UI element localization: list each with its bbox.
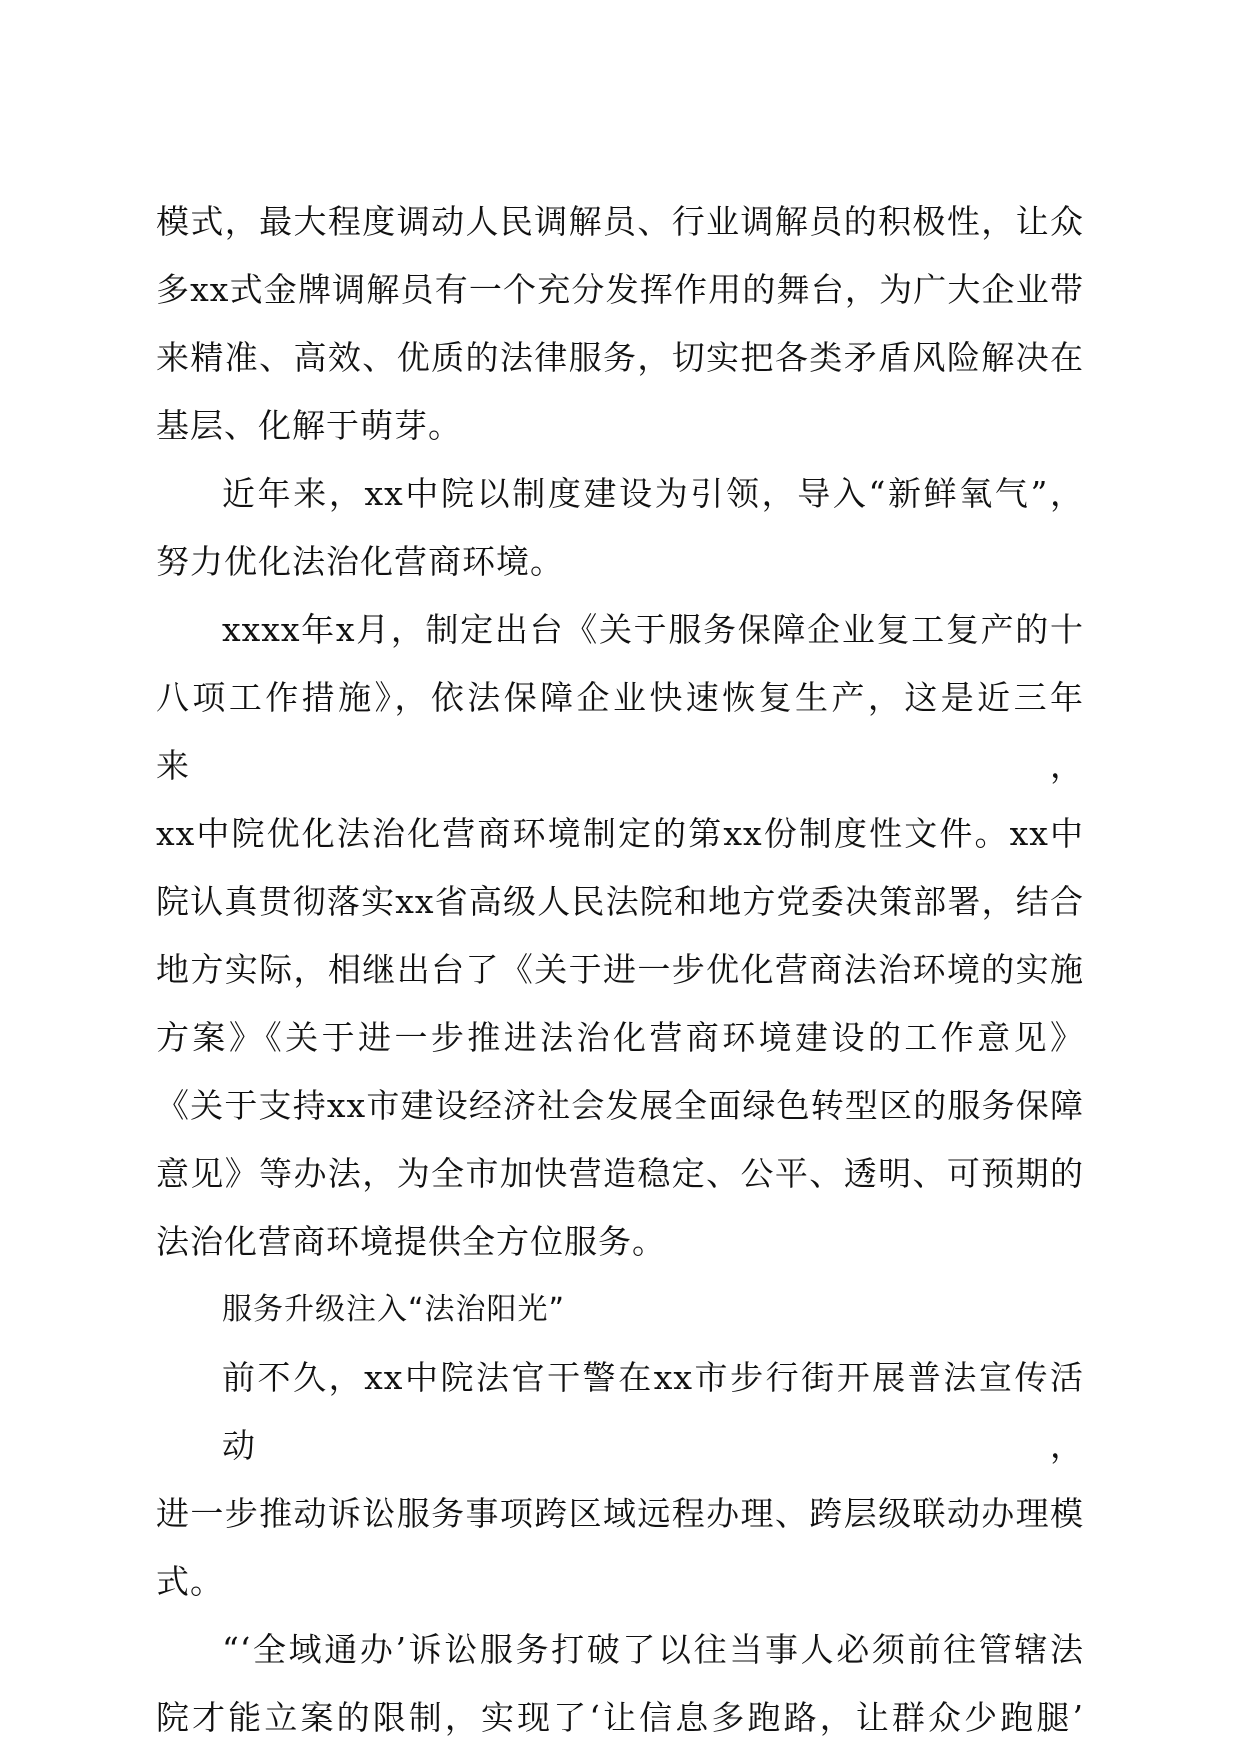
text-line: 近年来，xx中院以制度建设为引领，导入“新鲜氧气”， [222,474,1084,513]
text-line: 八项工作措施》，依法保障企业快速恢复生产，这是近三年来， [156,678,1084,785]
text-line: 基层、化解于萌芽。 [156,406,462,445]
text-line: xx中院优化法治化营商环境制定的第xx份制度性文件。xx中 [156,814,1084,853]
text-line: 意见》等办法，为全市加快营造稳定、公平、透明、可预期的 [156,1154,1084,1193]
text-line: 《关于支持xx市建设经济社会发展全面绿色转型区的服务保障 [156,1086,1084,1125]
section-heading: 服务升级注入“法治阳光” [222,1292,566,1327]
text-line: 来精准、高效、优质的法律服务，切实把各类矛盾风险解决在 [156,338,1084,377]
document-body [156,188,1084,1752]
text-line: “‘全域通办’诉讼服务打破了以往当事人必须前往管辖法 [222,1630,1084,1669]
text-line: 模式，最大程度调动人民调解员、行业调解员的积极性，让众 [156,202,1084,241]
text-line: 式。 [156,1562,224,1601]
text-line: 前不久，xx中院法官干警在xx市步行街开展普法宣传活动， [222,1358,1084,1465]
paragraph-quote [156,1616,1084,1752]
paragraph-legal-outreach [156,1344,1084,1616]
text-line: 法治化营商环境提供全方位服务。 [156,1222,666,1261]
text-line: xxxx年x月，制定出台《关于服务保障企业复工复产的十 [222,610,1084,649]
paragraph-measures [156,596,1084,1276]
paragraph-mediation [156,188,1084,460]
text-line: 院才能立案的限制，实现了‘让信息多跑路，让群众少跑腿’ [156,1698,1084,1737]
text-line: 努力优化法治化营商环境。 [156,542,564,581]
text-line: 地方实际，相继出台了《关于进一步优化营商法治环境的实施 [156,950,1084,989]
text-line: 方案》《关于进一步推进法治化营商环境建设的工作意见》 [156,1018,1084,1057]
text-line: 多xx式金牌调解员有一个充分发挥作用的舞台，为广大企业带 [156,270,1084,309]
text-line: 院认真贯彻落实xx省高级人民法院和地方党委决策部署，结合 [156,882,1084,921]
paragraph-system-building [156,460,1084,596]
text-line: 进一步推动诉讼服务事项跨区域远程办理、跨层级联动办理模 [156,1494,1084,1533]
